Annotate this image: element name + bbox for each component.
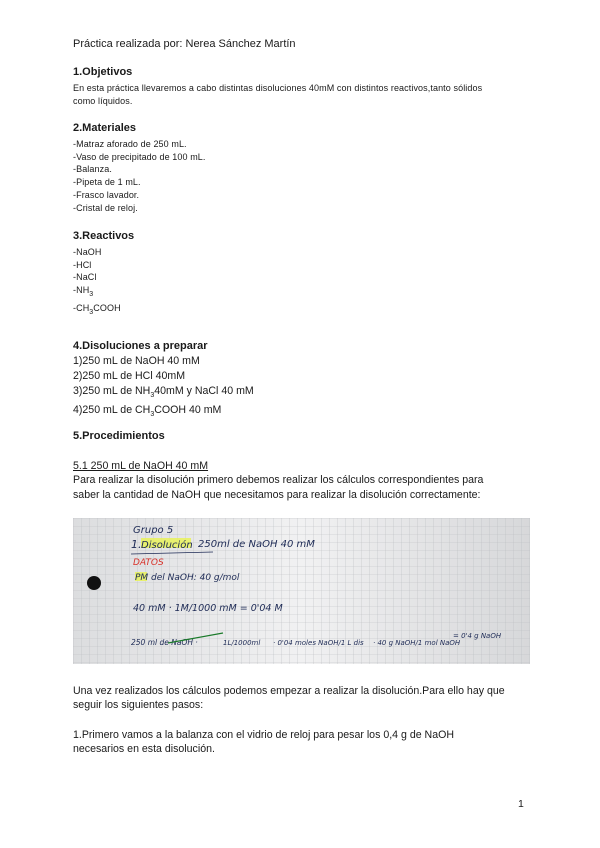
photo-calc-2e: = 0'4 g NaOH	[453, 632, 502, 640]
subscript: 3	[89, 308, 94, 316]
disolucion-4-text-a: 4)250 mL de CH	[73, 404, 151, 417]
reactivo-nh3-text: -NH	[73, 285, 90, 296]
reactivos-list	[73, 246, 121, 319]
handwritten-calculation-photo	[73, 518, 530, 664]
step-1-line-2: necesarios en esta disolución.	[73, 743, 215, 755]
procedure-subtitle: 5.1 250 mL de NaOH 40 mM	[73, 460, 209, 472]
list-item: -Pipeta de 1 mL.	[73, 177, 141, 188]
objetivos-text-line-2: como líquidos.	[73, 96, 133, 106]
materiales-list	[73, 138, 206, 214]
list-item: 2)250 mL de HCl 40mM	[73, 370, 186, 382]
section-objetivos-title: 1.Objetivos	[73, 66, 133, 78]
list-item	[73, 284, 121, 302]
after-calc-line-1: Una vez realizados los cálculos podemos empezar a realizar la disolución.Para ello hay que	[73, 685, 505, 697]
photo-line1-highlight: Disolución	[141, 540, 193, 551]
photo-pm-highlight: PM	[135, 573, 149, 583]
notebook-hole	[87, 576, 101, 590]
photo-calc-2b: 1L/1000ml	[223, 639, 261, 647]
reactivo-ch3cooh-text-a: -CH	[73, 302, 90, 313]
photo-grupo: Grupo 5	[133, 525, 174, 536]
list-item: -NaOH	[73, 247, 102, 257]
step-1-line-1: 1.Primero vamos a la balanza con el vidrio de reloj para pesar los 0,4 g de NaOH	[73, 729, 454, 741]
list-item: -Vaso de precipitado de 100 mL.	[73, 151, 206, 162]
photo-line1-num: 1.	[131, 538, 142, 551]
photo-line1-rest: 250ml de NaOH 40 mM	[198, 539, 315, 550]
photo-calc-1: 40 mM · 1M/1000 mM = 0'04 M	[133, 603, 283, 614]
list-item	[73, 403, 254, 422]
section-reactivos-title: 3.Reactivos	[73, 230, 135, 242]
list-item	[73, 302, 121, 320]
photo-datos: DATOS	[133, 558, 164, 568]
section-disoluciones-title: 4.Disoluciones a preparar	[73, 340, 208, 352]
list-item: -NaCl	[73, 272, 97, 283]
author-line: Práctica realizada por: Nerea Sánchez Martín	[73, 38, 296, 50]
list-item	[73, 384, 254, 403]
list-item: -Balanza.	[73, 164, 112, 175]
after-calc-line-2: seguir los siguientes pasos:	[73, 699, 204, 711]
list-item: -HCl	[73, 259, 92, 270]
photo-calc-2c: · 0'04 moles NaOH/1 L dis	[273, 639, 364, 647]
list-item: -Cristal de reloj.	[73, 202, 138, 213]
list-item: -Matraz aforado de 250 mL.	[73, 139, 187, 149]
subscript: 3	[150, 411, 155, 419]
subscript: 3	[150, 392, 155, 400]
list-item: -Frasco lavador.	[73, 189, 140, 200]
disolucion-3-text-a: 3)250 mL de NH	[73, 385, 151, 397]
reactivo-ch3cooh-text-b: COOH	[93, 302, 121, 313]
procedure-paragraph-line-2: saber la cantidad de NaOH que necesitamos para realizar la disolución correctamente:	[73, 489, 481, 501]
disolucion-3-text-b: 40mM y NaCl 40 mM	[154, 385, 254, 397]
photo-pm-rest: del NaOH: 40 g/mol	[151, 573, 240, 583]
photo-calc-2d: · 40 g NaOH/1 mol NaOH	[373, 639, 461, 647]
page-number: 1	[518, 798, 524, 810]
list-item: 1)250 mL de NaOH 40 mM	[73, 355, 200, 367]
disolucion-4-text-b: COOH 40 mM	[154, 404, 222, 417]
photo-calc-2a: 250 ml de NaOH ·	[131, 638, 198, 647]
subscript: 3	[89, 290, 94, 298]
objetivos-text-line-1: En esta práctica llevaremos a cabo distintas disoluciones 40mM con distintos reactivos,tanto sólidos	[73, 83, 483, 93]
procedure-paragraph-line-1: Para realizar la disolución primero debemos realizar los cálculos correspondientes para	[73, 474, 484, 486]
section-materiales-title: 2.Materiales	[73, 122, 136, 134]
disoluciones-list	[73, 354, 254, 422]
section-procedimientos-title: 5.Procedimientos	[73, 430, 165, 442]
